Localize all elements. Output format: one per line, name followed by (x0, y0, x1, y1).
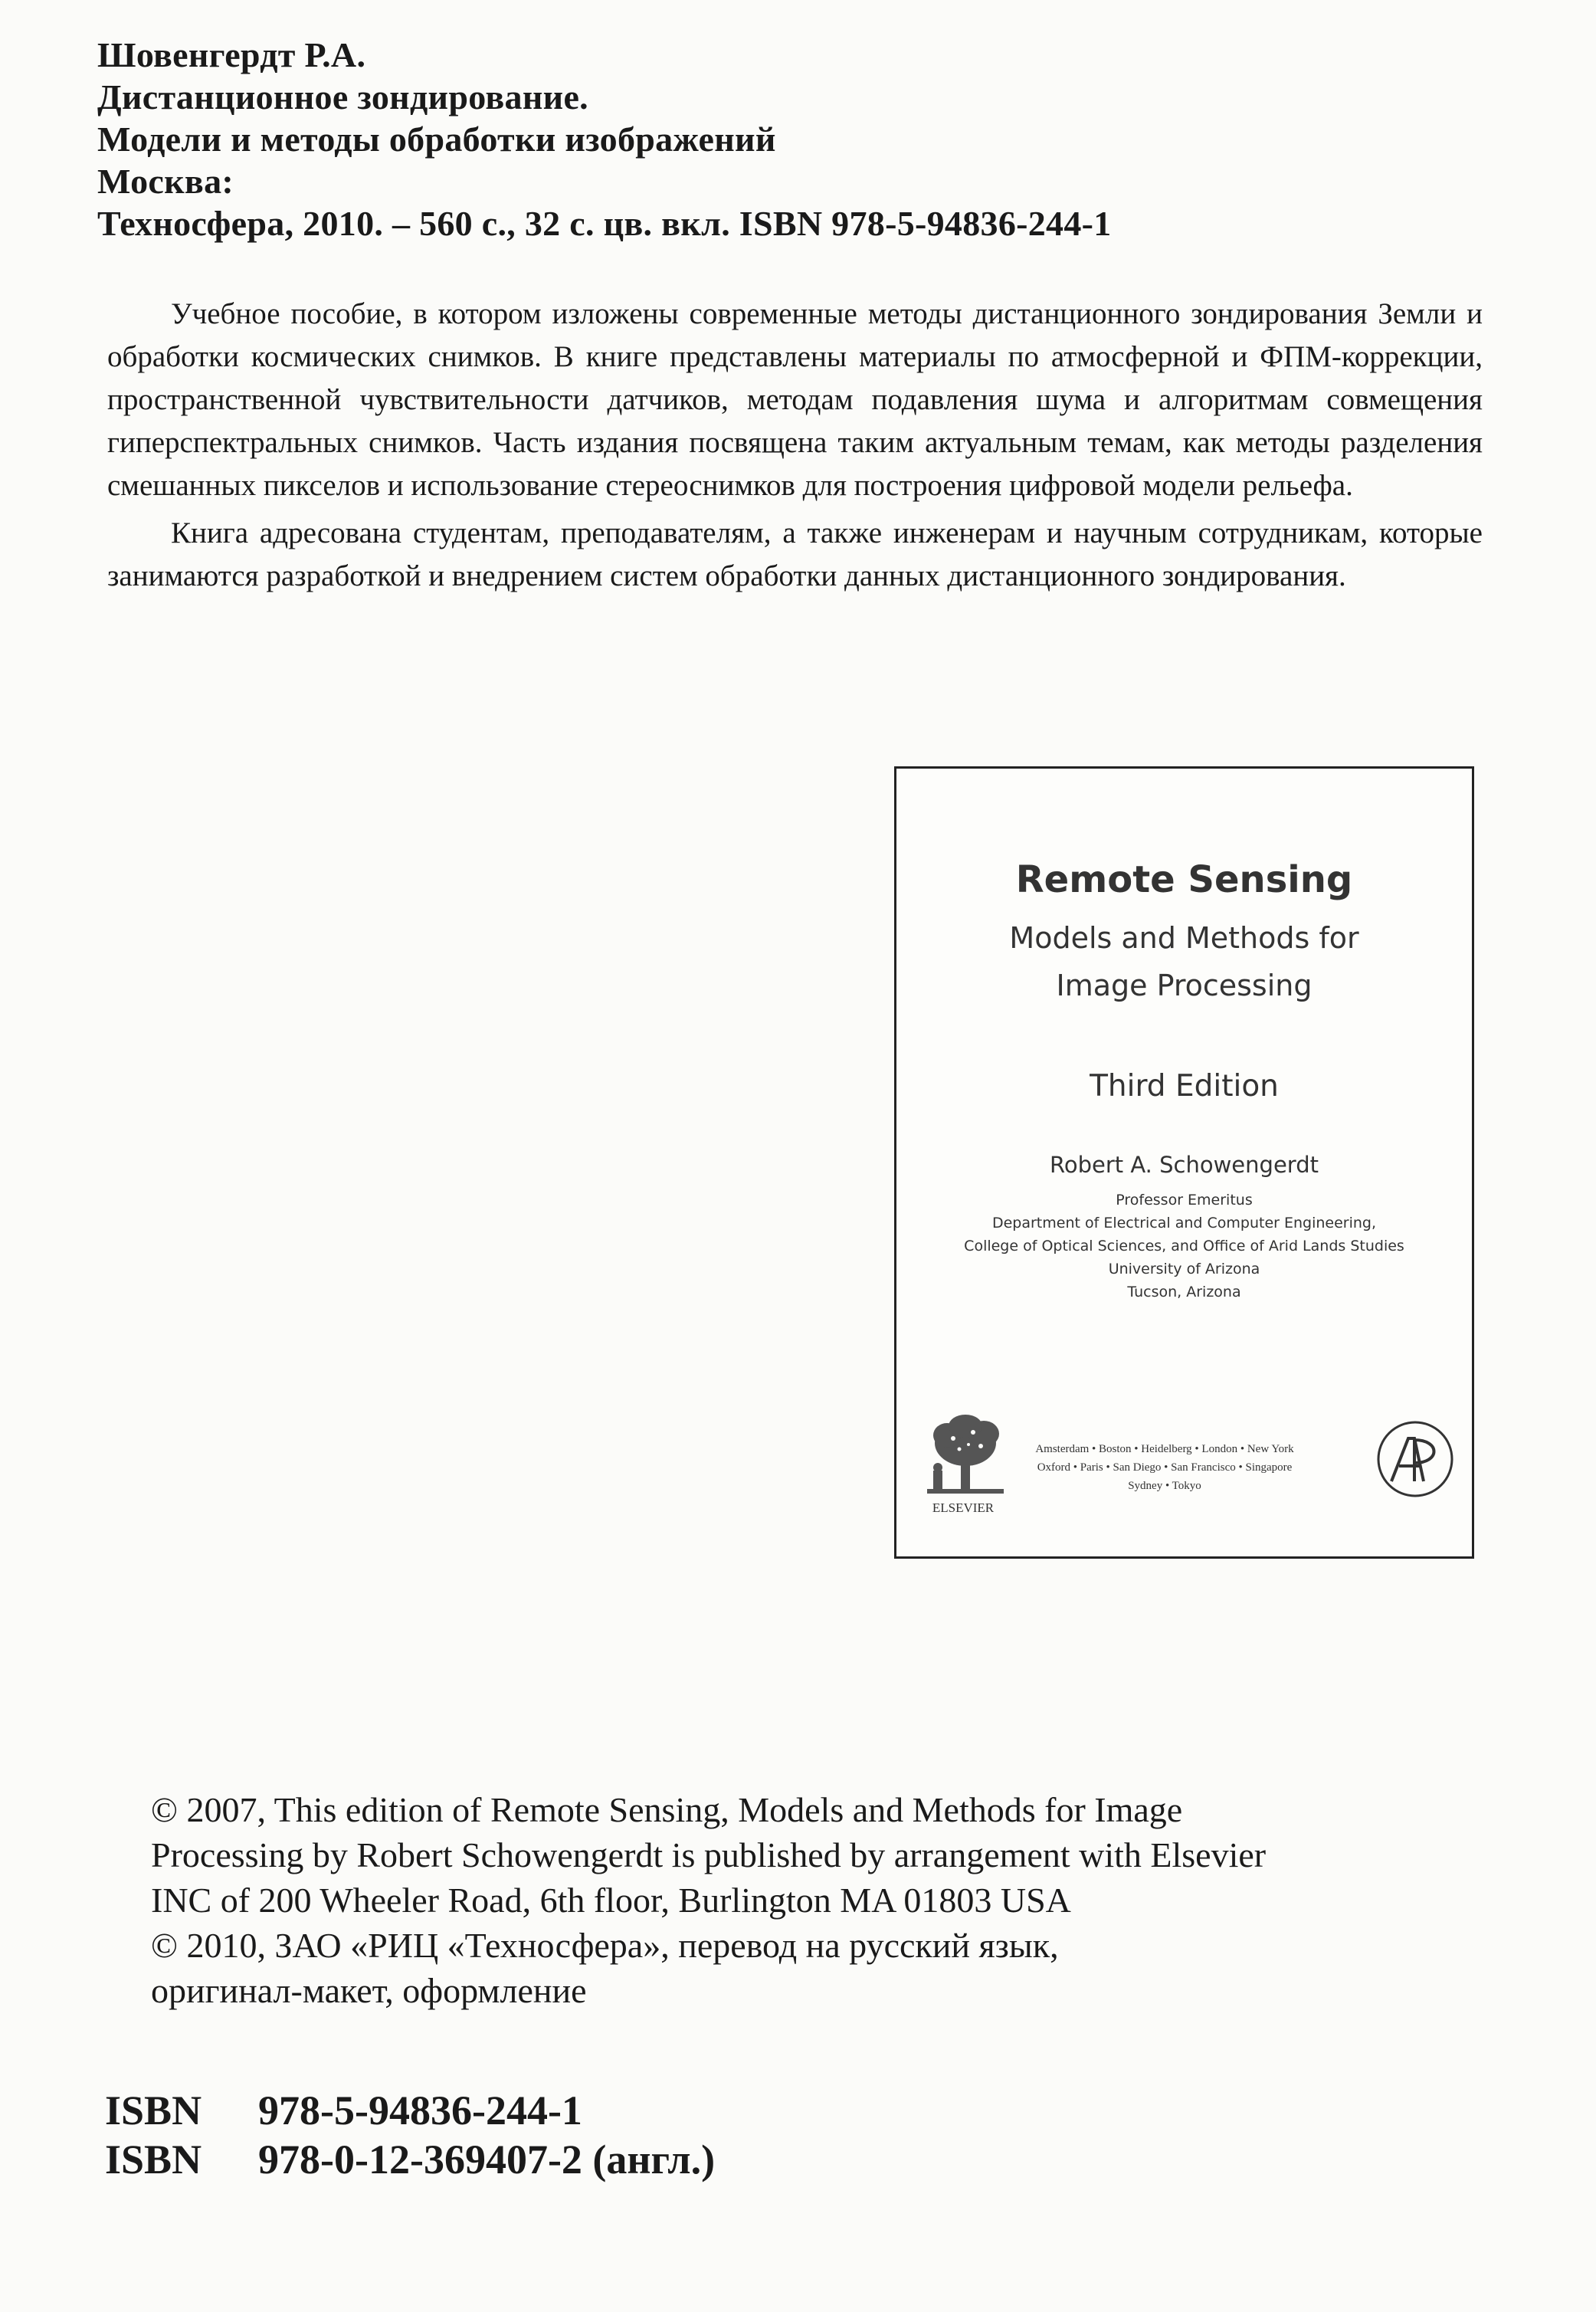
elsevier-label: ELSEVIER (932, 1500, 995, 1515)
title-line: Дистанционное зондирование. (97, 77, 588, 116)
copyright-line: оригинал-макет, оформление (151, 1971, 587, 2010)
affiliation-line: Tucson, Arizona (1127, 1284, 1241, 1300)
cities-line: Sydney • Tokyo (1128, 1480, 1201, 1492)
copyright-line: INC of 200 Wheeler Road, 6th floor, Burlington MA 01803 USA (151, 1881, 1071, 1920)
isbn-row (105, 2135, 715, 2184)
isbn-label: ISBN (105, 2087, 202, 2133)
original-edition: Third Edition (1090, 1069, 1279, 1104)
copyright-line: Processing by Robert Schowengerdt is published by arrangement with Elsevier (151, 1835, 1267, 1874)
publisher-line: Техносфера, 2010. – 560 с., 32 с. цв. вкл. ISBN 978-5-94836-244-1 (97, 204, 1112, 243)
affiliation-line: Department of Electrical and Computer Engineering, (991, 1215, 1377, 1231)
abstract (107, 293, 1483, 602)
copyright-line: © 2007, This edition of Remote Sensing, Models and Methods for Image (151, 1790, 1183, 1829)
original-subtitle-line: Models and Methods for (1009, 921, 1359, 955)
original-subtitle-line: Image Processing (1056, 969, 1313, 1002)
bibliographic-header (97, 34, 1492, 244)
original-subtitle (896, 914, 1472, 1009)
original-title: Remote Sensing (1015, 858, 1353, 901)
original-affiliation (896, 1189, 1472, 1304)
cities-line: Oxford • Paris • San Diego • San Francisco • Singapore (1037, 1461, 1293, 1474)
isbn-block (105, 2086, 715, 2184)
isbn-label: ISBN (105, 2137, 202, 2182)
subtitle-line: Модели и методы обработки изображений (97, 120, 776, 159)
original-author: Robert A. Schowengerdt (1050, 1152, 1319, 1178)
city-line: Москва: (97, 162, 234, 201)
abstract-paragraph: Учебное пособие, в котором изложены современные методы дистанционного зондирования Земли и обработки космических снимков. В книге представлены материалы по атмосферной и ФПМ-коррекции, пространственной чувствительности датчиков, методам подавления шума и алгоритмам совмещения гиперспектральных снимков. Часть издания посвящена таким актуальным темам, как методы разделения смешанных пикселов и использование стереоснимков для построения цифровой модели рельефа. (107, 297, 1483, 502)
academic-press-logo-icon (1375, 1418, 1456, 1500)
copyright-line: © 2010, ЗАО «РИЦ «Техносфера», перевод на русский язык, (151, 1926, 1059, 1965)
original-title-page (894, 766, 1474, 1559)
isbn-value: 978-0-12-369407-2 (англ.) (258, 2137, 716, 2182)
elsevier-tree-logo-icon (919, 1411, 1010, 1503)
affiliation-line: Professor Emeritus (1116, 1192, 1253, 1208)
affiliation-line: College of Optical Sciences, and Office of Arid Lands Studies (964, 1238, 1404, 1254)
isbn-value: 978-5-94836-244-1 (258, 2087, 582, 2133)
abstract-paragraph: Книга адресована студентам, преподавателям, а также инженерам и научным сотрудникам, которые занимаются разработкой и внедрением систем обработки данных дистанционного зондирования. (107, 517, 1483, 592)
publisher-cities (1011, 1440, 1318, 1495)
copyright-notice (151, 1787, 1492, 2013)
author-line: Шовенгердт Р.А. (97, 35, 366, 74)
cities-line: Amsterdam • Boston • Heidelberg • London • New York (1035, 1443, 1294, 1455)
affiliation-line: University of Arizona (1108, 1261, 1260, 1277)
isbn-row (105, 2086, 715, 2135)
